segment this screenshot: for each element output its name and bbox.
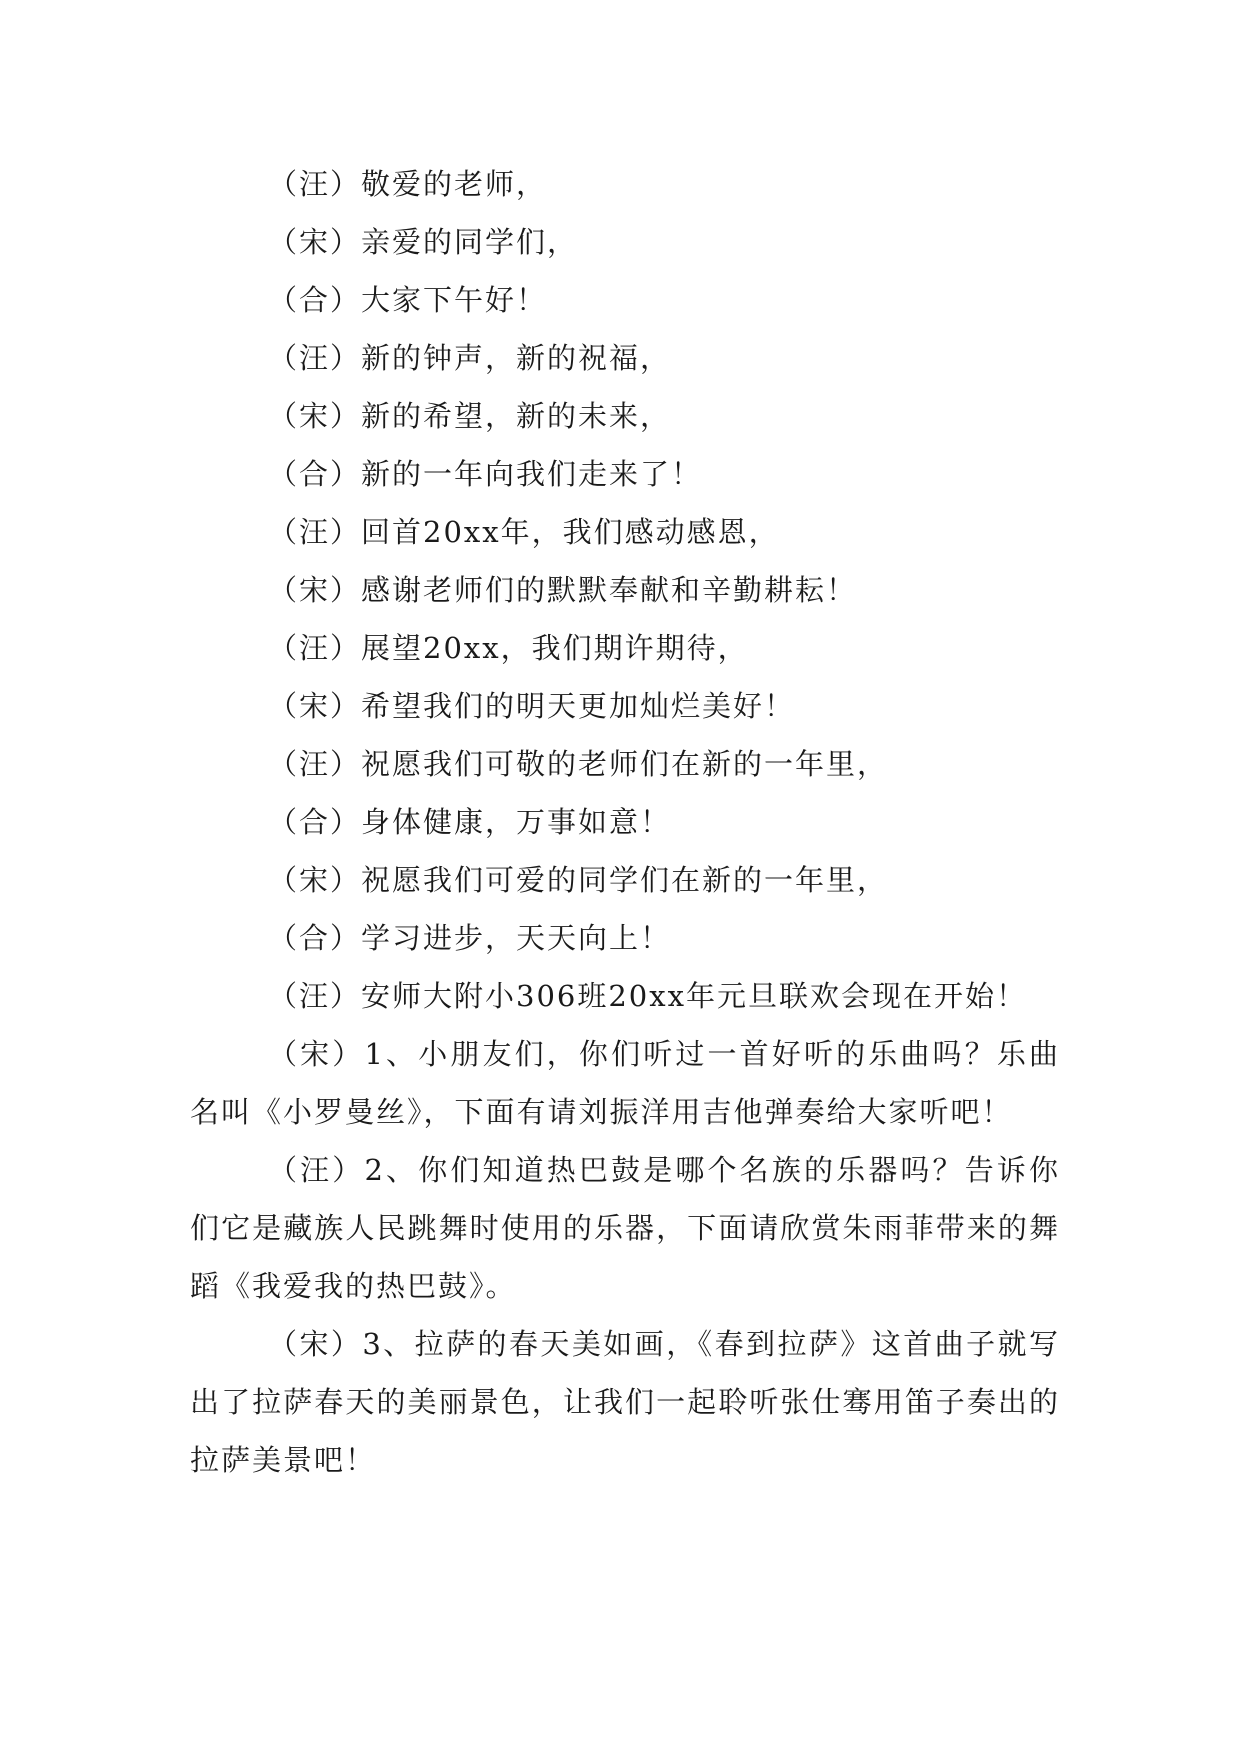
script-line: （合）新的一年向我们走来了！: [268, 457, 703, 491]
script-line: （合）学习进步，天天向上！: [268, 921, 672, 955]
script-line: （合）身体健康，万事如意！: [268, 805, 672, 839]
script-line: （汪）安师大附小306班20xx年元旦联欢会现在开始！: [268, 979, 1027, 1013]
script-line: （汪）敬爱的老师，: [268, 167, 548, 201]
script-line: （合）大家下午好！: [268, 283, 548, 317]
script-line: （汪）展望20xx，我们期许期待，: [268, 631, 749, 665]
program-paragraph: （宋）1、小朋友们，你们听过一首好听的乐曲吗？乐曲名叫《小罗曼丝》，下面有请刘振洋用吉他弹奏给大家听吧！: [190, 1037, 1060, 1129]
document-body: [190, 155, 1060, 1489]
script-line: （宋）希望我们的明天更加灿烂美好！: [268, 689, 796, 723]
script-line: （宋）新的希望，新的未来，: [268, 399, 672, 433]
script-line: （汪）祝愿我们可敬的老师们在新的一年里，: [268, 747, 889, 781]
script-line: （宋）感谢老师们的默默奉献和辛勤耕耘！: [268, 573, 858, 607]
script-line: （汪）回首20xx年，我们感动感恩，: [268, 515, 780, 549]
script-line: （宋）亲爱的同学们，: [268, 225, 579, 259]
script-line: （汪）新的钟声，新的祝福，: [268, 341, 672, 375]
script-line: （宋）祝愿我们可爱的同学们在新的一年里，: [268, 863, 889, 897]
program-paragraph: （汪）2、你们知道热巴鼓是哪个名族的乐器吗？告诉你们它是藏族人民跳舞时使用的乐器，下面请欣赏朱雨菲带来的舞蹈《我爱我的热巴鼓》。: [190, 1153, 1060, 1303]
program-paragraph: （宋）3、拉萨的春天美如画，《春到拉萨》这首曲子就写出了拉萨春天的美丽景色，让我们一起聆听张仕骞用笛子奏出的拉萨美景吧！: [190, 1327, 1060, 1477]
